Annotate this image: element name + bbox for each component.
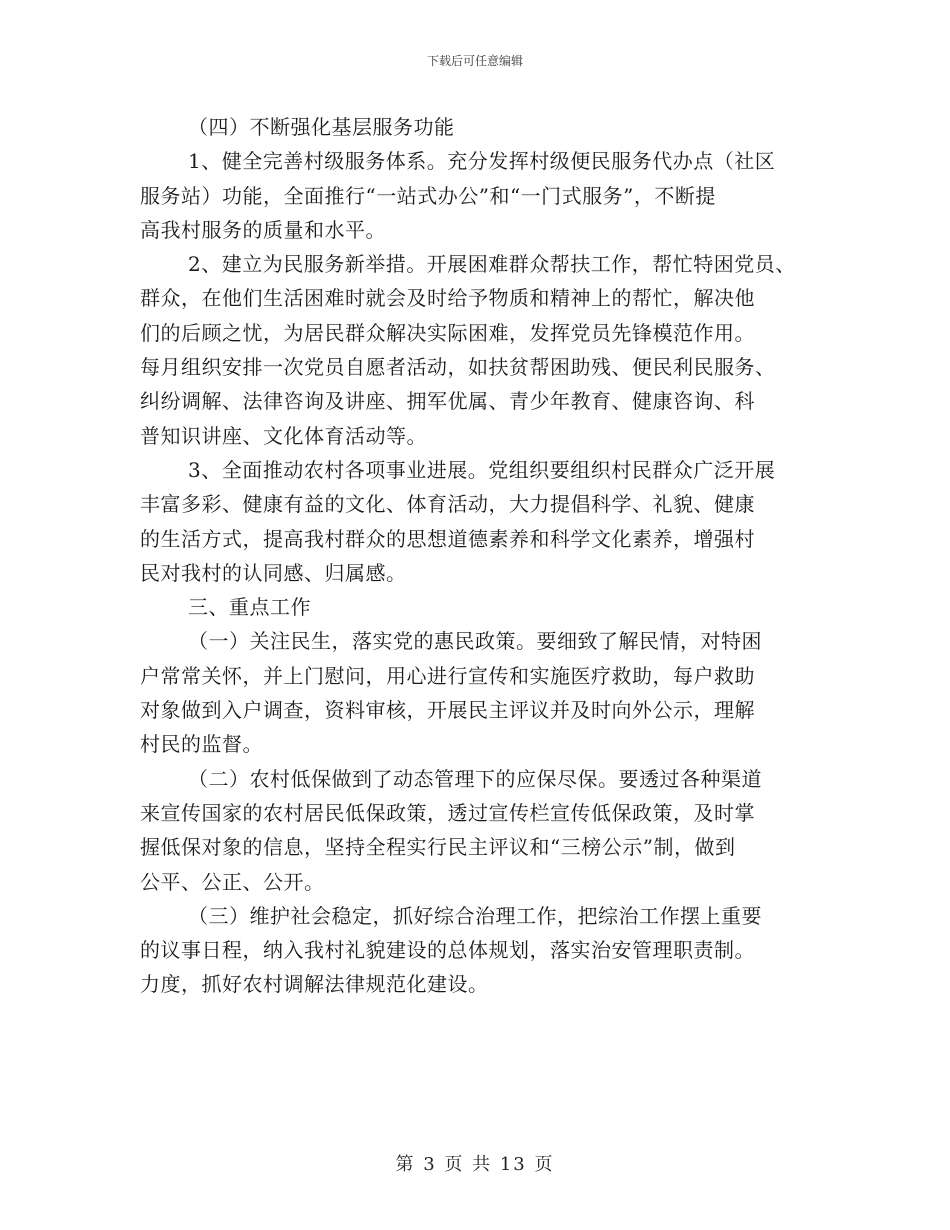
- paragraph-low-income: [140, 762, 830, 899]
- text-line: 1、健全完善村级服务体系。充分发挥村级便民服务代办点（社区: [188, 149, 776, 174]
- text-line: 2、建立为民服务新举措。开展困难群众帮扶工作，帮忙特困党员、: [188, 252, 796, 277]
- page-footer: 第 3 页 共 13 页: [395, 1154, 555, 1175]
- text-line: 群众，在他们生活困难时就会及时给予物质和精神上的帮忙，解决他: [140, 286, 755, 311]
- text-line: 们的后顾之忧，为居民群众解决实际困难，发挥党员先锋模范作用。: [140, 320, 755, 345]
- text-line: 来宣传国家的农村居民低保政策，透过宣传栏宣传低保政策，及时掌: [140, 800, 755, 825]
- paragraph-new-measures: [140, 247, 830, 453]
- text-line: 民对我村的认同感、归属感。: [140, 560, 407, 585]
- text-line: 对象做到入户调查，资料审核，开展民主评议并及时向外公示，理解: [140, 698, 755, 723]
- paragraph-livelihood: [140, 624, 830, 761]
- text-line: （三）维护社会稳定，抓好综合治理工作，把综治工作摆上重要: [188, 903, 762, 928]
- text-line: 村民的监督。: [140, 732, 263, 757]
- text-line: （二）农村低保做到了动态管理下的应保尽保。要透过各种渠道: [188, 766, 762, 791]
- section-heading-4: [140, 110, 830, 144]
- text-line: 的议事日程，纳入我村礼貌建设的总体规划，落实治安管理职责制。: [140, 938, 755, 963]
- section-heading-key-work: [140, 590, 830, 624]
- text-line: 纠纷调解、法律咨询及讲座、拥军优属、青少年教育、健康咨询、科: [140, 389, 755, 414]
- text-line: 力度，抓好农村调解法律规范化建设。: [140, 972, 489, 997]
- text-line: （四）不断强化基层服务功能: [188, 115, 455, 139]
- text-line: 每月组织安排一次党员自愿者活动，如扶贫帮困助残、便民利民服务、: [140, 355, 776, 380]
- text-line: 握低保对象的信息，坚持全程实行民主评议和“三榜公示”制，做到: [140, 835, 736, 860]
- text-line: 普知识讲座、文化体育活动等。: [140, 423, 427, 448]
- text-line: 户常常关怀，并上门慰问，用心进行宣传和实施医疗救助，每户救助: [140, 663, 755, 688]
- paragraph-service-system: [140, 144, 830, 247]
- text-line: 3、全面推动农村各项事业进展。党组织要组织村民群众广泛开展: [188, 457, 776, 482]
- text-line: 公平、公正、公开。: [140, 869, 325, 894]
- document-body: [140, 110, 830, 1002]
- text-line: 服务站）功能，全面推行“一站式办公”和“一门式服务”，不断提: [140, 183, 716, 208]
- paragraph-rural-progress: [140, 453, 830, 590]
- text-line: （一）关注民生，落实党的惠民政策。要细致了解民情，对特困: [188, 629, 762, 654]
- page-header: 下载后可任意编辑: [426, 54, 523, 68]
- text-line: 高我村服务的质量和水平。: [140, 217, 386, 242]
- text-line: 丰富多彩、健康有益的文化、体育活动，大力提倡科学、礼貌、健康: [140, 492, 755, 517]
- paragraph-social-stability: [140, 899, 830, 1002]
- text-line: 三、重点工作: [188, 595, 311, 620]
- text-line: 的生活方式，提高我村群众的思想道德素养和科学文化素养，增强村: [140, 526, 755, 551]
